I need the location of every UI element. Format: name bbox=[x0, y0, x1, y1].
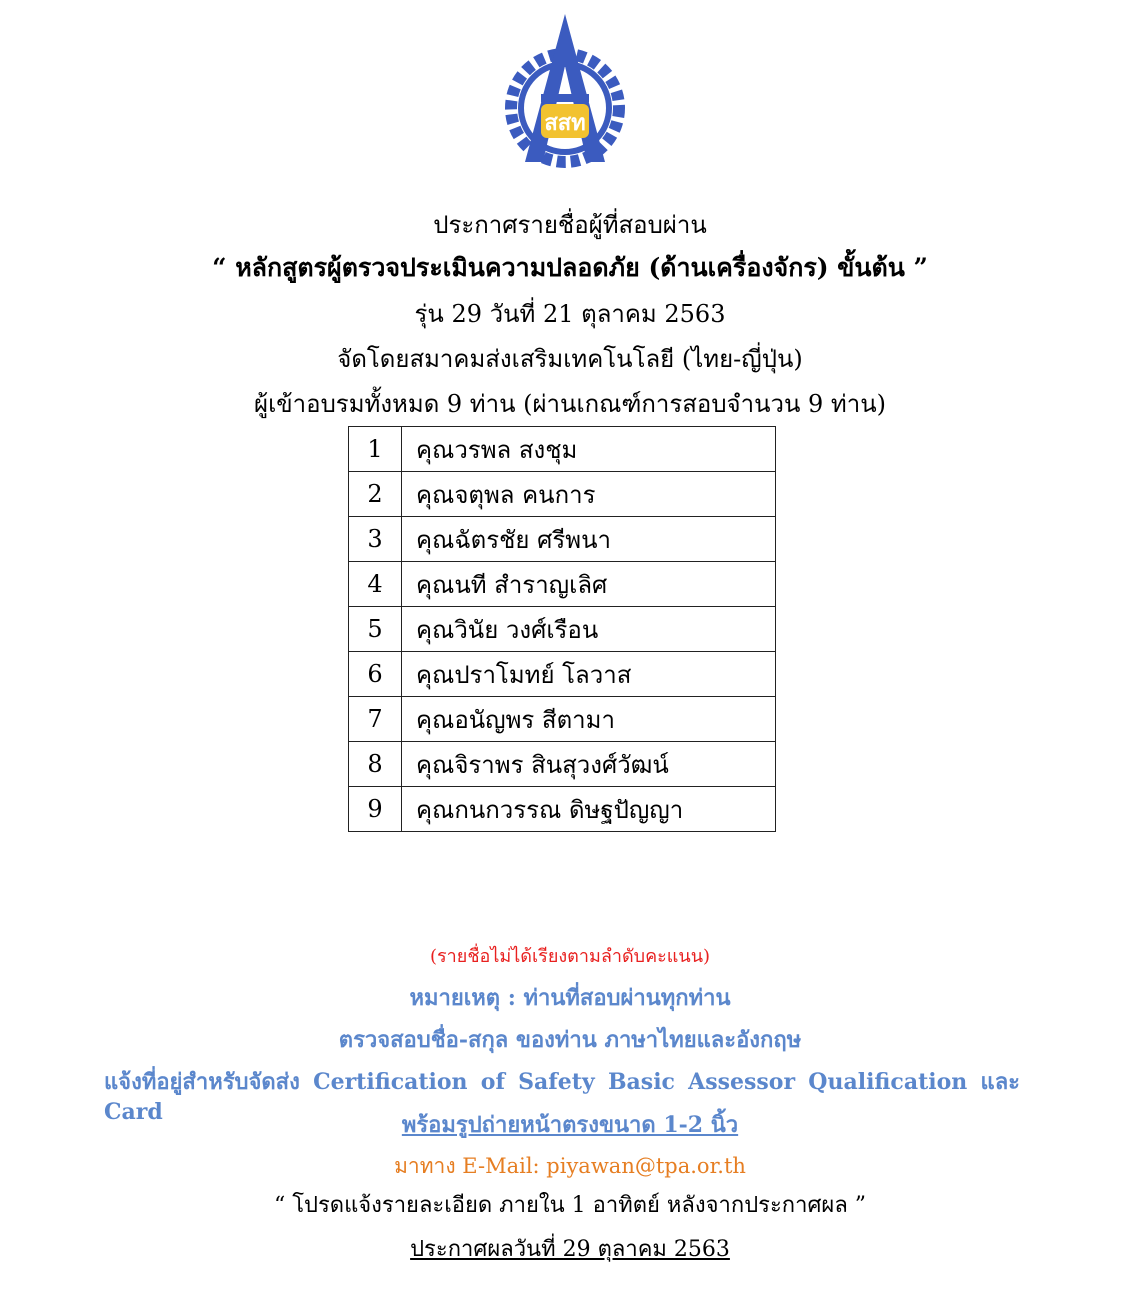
table-row bbox=[349, 562, 776, 607]
table-row bbox=[349, 517, 776, 562]
table-row bbox=[349, 742, 776, 787]
participant-name: คุณนที สำราญเลิศ bbox=[402, 562, 776, 607]
table-row bbox=[349, 652, 776, 697]
course-title: “ หลักสูตรผู้ตรวจประเมินความปลอดภัย (ด้านเครื่องจักร) ขั้นต้น ” bbox=[212, 253, 928, 282]
announcement-title: ประกาศรายชื่อผู้ที่สอบผ่าน bbox=[433, 211, 707, 239]
row-number: 2 bbox=[349, 472, 402, 517]
row-number: 3 bbox=[349, 517, 402, 562]
participant-name: คุณจิราพร สินสุวงศ์วัฒน์ bbox=[402, 742, 776, 787]
row-number: 7 bbox=[349, 697, 402, 742]
a-letter-shape bbox=[525, 14, 605, 162]
participant-name: คุณฉัตรชัย ศรีพนา bbox=[402, 517, 776, 562]
row-number: 5 bbox=[349, 607, 402, 652]
tpa-logo bbox=[501, 12, 629, 170]
table-row bbox=[349, 697, 776, 742]
row-number: 9 bbox=[349, 787, 402, 832]
photo-line bbox=[0, 1110, 1140, 1140]
table-row bbox=[349, 472, 776, 517]
remark-line: หมายเหตุ : ท่านที่สอบผ่านทุกท่าน bbox=[409, 985, 731, 1011]
address-line: แจ้งที่อยู่สำหรับจัดส่ง Certification of Safety Basic Assessor Qualification และ Card bbox=[104, 1069, 1020, 1125]
row-number: 1 bbox=[349, 427, 402, 472]
deadline-line: “ โปรดแจ้งรายละเอียด ภายใน 1 อาทิตย์ หลังจากประกาศผล ” bbox=[273, 1193, 867, 1218]
svg-text:สสท: สสท bbox=[544, 111, 586, 136]
email-line: มาทาง E-Mail: piyawan@tpa.or.th bbox=[394, 1154, 746, 1178]
order-note: (รายชื่อไม่ได้เรียงตามลำดับคะแนน) bbox=[429, 946, 711, 967]
check-name-line: ตรวจสอบชื่อ-สกุล ของท่าน ภาษาไทยและอังกฤษ bbox=[338, 1027, 802, 1053]
participant-name: คุณวรพล สงชุม bbox=[402, 427, 776, 472]
batch-date: รุ่น 29 วันที่ 21 ตุลาคม 2563 bbox=[414, 300, 726, 328]
row-number: 6 bbox=[349, 652, 402, 697]
table-row bbox=[349, 787, 776, 832]
announce-date-line bbox=[0, 1235, 1140, 1265]
table-row bbox=[349, 607, 776, 652]
participant-name: คุณกนกวรรณ ดิษฐปัญญา bbox=[402, 787, 776, 832]
organizer: จัดโดยสมาคมส่งเสริมเทคโนโลยี (ไทย-ญี่ปุ่น) bbox=[337, 345, 803, 373]
passed-participants-table bbox=[348, 426, 776, 832]
photo-text: พร้อมรูปถ่ายหน้าตรงขนาด 1-2 นิ้ว bbox=[401, 1112, 739, 1138]
participant-name: คุณปราโมทย์ โลวาส bbox=[402, 652, 776, 697]
row-number: 8 bbox=[349, 742, 402, 787]
announce-date-text: ประกาศผลวันที่ 29 ตุลาคม 2563 bbox=[410, 1237, 730, 1262]
participant-summary: ผู้เข้าอบรมทั้งหมด 9 ท่าน (ผ่านเกณฑ์การสอบจำนวน 9 ท่าน) bbox=[254, 390, 886, 418]
table-row bbox=[349, 427, 776, 472]
participant-name: คุณวินัย วงศ์เรือน bbox=[402, 607, 776, 652]
row-number: 4 bbox=[349, 562, 402, 607]
participant-name: คุณจตุพล คนการ bbox=[402, 472, 776, 517]
participant-name: คุณอนัญพร สีตามา bbox=[402, 697, 776, 742]
